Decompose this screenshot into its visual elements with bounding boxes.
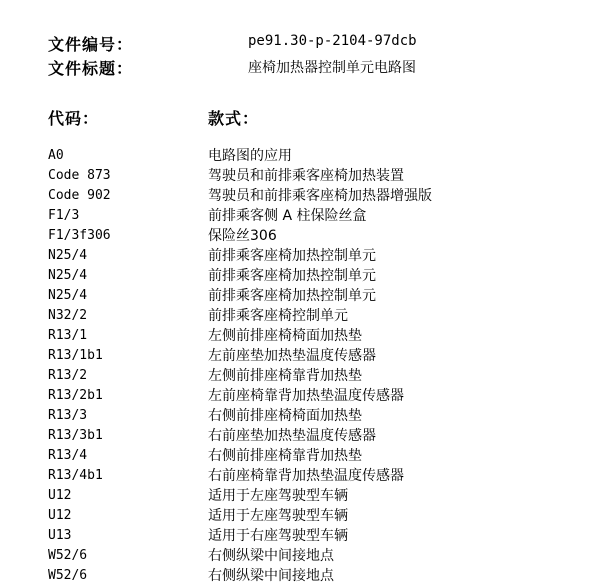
- list-item: [48, 466, 588, 486]
- doc-number-row: [48, 32, 588, 54]
- list-item: [48, 326, 588, 346]
- item-description: 前排乘客座椅加热控制单元: [208, 248, 376, 264]
- item-code: W52/6: [48, 568, 88, 583]
- item-description: 电路图的应用: [208, 148, 292, 164]
- list-item: [48, 406, 588, 426]
- item-description: 左侧前排座椅椅面加热垫: [208, 328, 362, 344]
- list-item: [48, 506, 588, 526]
- item-code: U13: [48, 528, 72, 543]
- item-code: R13/4: [48, 448, 88, 463]
- item-code: N25/4: [48, 248, 88, 263]
- item-code: R13/2b1: [48, 388, 103, 403]
- item-description: 右侧前排座椅椅面加热垫: [208, 408, 362, 424]
- item-code: U12: [48, 488, 72, 503]
- item-code: R13/2: [48, 368, 88, 383]
- item-description: 前排乘客座椅加热控制单元: [208, 268, 376, 284]
- item-description: 右侧纵梁中间接地点: [208, 548, 334, 564]
- list-item: [48, 526, 588, 546]
- item-code: F1/3f306: [48, 228, 111, 243]
- list-item: [48, 426, 588, 446]
- item-code: R13/1b1: [48, 348, 103, 363]
- item-description: 前排乘客座椅控制单元: [208, 308, 348, 324]
- code-list: [48, 146, 588, 586]
- list-item: [48, 446, 588, 466]
- item-code: R13/4b1: [48, 468, 103, 483]
- list-item: [48, 486, 588, 506]
- item-description: 右前座椅靠背加热垫温度传感器: [208, 468, 404, 484]
- item-code: U12: [48, 508, 72, 523]
- doc-number-value: pe91.30-p-2104-97dcb: [248, 33, 417, 49]
- item-description: 左前座垫加热垫温度传感器: [208, 348, 376, 364]
- item-description: 右侧前排座椅靠背加热垫: [208, 448, 362, 464]
- item-code: Code 873: [48, 168, 111, 183]
- item-code: W52/6: [48, 548, 88, 563]
- item-description: 右侧纵梁中间接地点: [208, 568, 334, 584]
- item-description: 前排乘客座椅加热控制单元: [208, 288, 376, 304]
- doc-title-row: [48, 56, 588, 78]
- list-item: [48, 246, 588, 266]
- item-code: F1/3: [48, 208, 80, 223]
- list-item: [48, 566, 588, 586]
- item-code: R13/1: [48, 328, 88, 343]
- doc-number-label: 文件编号：: [48, 35, 134, 54]
- list-item: [48, 386, 588, 406]
- doc-title-value: 座椅加热器控制单元电路图: [248, 60, 416, 76]
- item-description: 前排乘客侧 A 柱保险丝盒: [208, 208, 367, 224]
- list-item: [48, 346, 588, 366]
- list-item: [48, 206, 588, 226]
- item-description: 左侧前排座椅靠背加热垫: [208, 368, 362, 384]
- doc-title-label: 文件标题：: [48, 59, 134, 78]
- item-description: 保险丝306: [208, 228, 277, 244]
- code-column-header: 代码：: [48, 109, 100, 128]
- item-description: 适用于右座驾驶型车辆: [208, 528, 348, 544]
- list-item: [48, 286, 588, 306]
- item-description: 驾驶员和前排乘客座椅加热器增强版: [208, 188, 432, 204]
- item-description: 适用于左座驾驶型车辆: [208, 488, 348, 504]
- item-code: R13/3b1: [48, 428, 103, 443]
- item-description: 适用于左座驾驶型车辆: [208, 508, 348, 524]
- list-item: [48, 166, 588, 186]
- item-code: N25/4: [48, 288, 88, 303]
- list-item: [48, 366, 588, 386]
- item-description: 右前座垫加热垫温度传感器: [208, 428, 376, 444]
- item-code: N25/4: [48, 268, 88, 283]
- style-column-header: 款式：: [208, 109, 260, 128]
- item-code: A0: [48, 148, 64, 163]
- item-description: 左前座椅靠背加热垫温度传感器: [208, 388, 404, 404]
- item-code: Code 902: [48, 188, 111, 203]
- list-item: [48, 226, 588, 246]
- list-item: [48, 546, 588, 566]
- list-item: [48, 146, 588, 166]
- item-description: 驾驶员和前排乘客座椅加热装置: [208, 168, 404, 184]
- list-item: [48, 266, 588, 286]
- item-code: R13/3: [48, 408, 88, 423]
- list-item: [48, 306, 588, 326]
- list-item: [48, 186, 588, 206]
- item-code: N32/2: [48, 308, 88, 323]
